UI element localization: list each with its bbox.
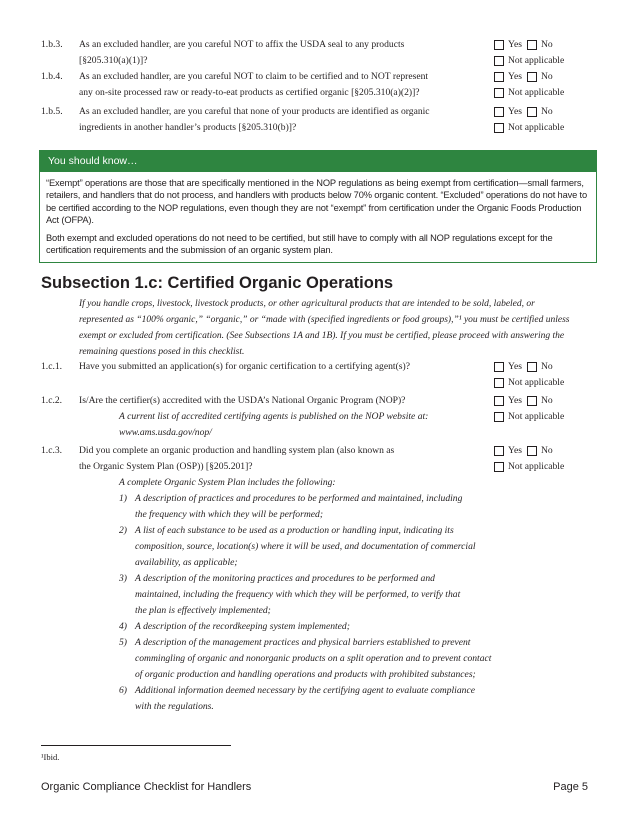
no-label: No bbox=[540, 106, 553, 117]
subsection-intro: If you handle crops, livestock, livestock products, or other agricultural products that are intended to be sold, labeled, or represented as “100% organic,” “organic,” or “made with (specified ingredients or food groups),”¹ you must be certified unless exempt or excluded from certification. (See Subsections 1A and 1B). If you must be certified, please proceed with answering the remaining questions posed in this checklist. bbox=[79, 299, 570, 357]
no-label: No bbox=[540, 395, 553, 406]
question-text bbox=[79, 443, 529, 715]
question-text: Have you submitted an application(s) for organic certification to a certifying agent(s)? bbox=[79, 361, 410, 372]
list-line: A list of each substance to be used as a production or handling input, indicating its bbox=[135, 525, 454, 536]
footnote: ¹Ibid. bbox=[41, 752, 60, 762]
nop-website-link[interactable]: www.ams.usda.gov/nop/ bbox=[119, 427, 212, 438]
question-number: 1.b.4. bbox=[41, 71, 63, 82]
list-item bbox=[119, 491, 529, 523]
question-line: Is/Are the certifier(s) accredited with the USDA’s National Organic Program (NOP)? bbox=[79, 395, 406, 406]
box-paragraph: “Exempt” operations are those that are specifically mentioned in the NOP regulations as being exempt from certification—small farmers, retailers, and handlers that do not process, and handlers with products below 70% organic content. “Excluded” operations do not have to be certified according to the NOP regulations, even though they are not “exempt” from certification under the Organic Foods Production Act (OFPA). bbox=[46, 178, 588, 226]
question-note: A current list of accredited certifying agents is published on the NOP website at: bbox=[119, 411, 429, 422]
no-checkbox[interactable] bbox=[527, 362, 537, 372]
list-line: A description of the recordkeeping system implemented; bbox=[135, 621, 350, 632]
not-applicable-checkbox[interactable] bbox=[494, 123, 504, 133]
list-line: availability, as applicable; bbox=[135, 557, 238, 568]
list-line: A description of the monitoring practices and procedures to be performed and bbox=[135, 573, 435, 584]
answer-options bbox=[494, 359, 624, 391]
question-text bbox=[79, 104, 474, 136]
footnote-divider bbox=[41, 745, 231, 746]
yes-checkbox[interactable] bbox=[494, 362, 504, 372]
question-text bbox=[79, 37, 474, 69]
question-line: As an excluded handler, are you careful NOT to claim to be certified and to NOT represent bbox=[79, 71, 429, 82]
answer-options bbox=[494, 104, 624, 136]
question-text bbox=[79, 69, 474, 101]
list-item bbox=[119, 619, 529, 635]
not-applicable-label: Not applicable bbox=[508, 377, 565, 388]
question-line: [§205.310(a)(1)]? bbox=[79, 55, 148, 66]
box-paragraph: Both exempt and excluded operations do not need to be certified, but still have to comply with all NOP regulations except for the certification requirements and the submission of an organic system plan. bbox=[46, 232, 553, 256]
list-number: 4) bbox=[119, 621, 127, 632]
list-line: the plan is effectively implemented; bbox=[135, 605, 271, 616]
question-number: 1.b.5. bbox=[41, 106, 63, 117]
no-label: No bbox=[540, 361, 553, 372]
yes-label: Yes bbox=[508, 106, 522, 117]
box-title: You should know… bbox=[40, 151, 596, 172]
no-label: No bbox=[540, 39, 553, 50]
not-applicable-checkbox[interactable] bbox=[494, 412, 504, 422]
list-line: maintained, including the frequency with which they will be performed, to verify that bbox=[135, 589, 461, 600]
answer-options bbox=[494, 37, 624, 69]
page-number: Page 5 bbox=[553, 781, 588, 793]
list-line: of organic production and handling operations and products with prohibited substances; bbox=[135, 669, 476, 680]
no-checkbox[interactable] bbox=[527, 40, 537, 50]
list-number: 5) bbox=[119, 637, 127, 648]
footer-title: Organic Compliance Checklist for Handlers bbox=[41, 781, 252, 793]
question-number: 1.c.3. bbox=[41, 445, 63, 456]
list-number: 2) bbox=[119, 525, 127, 536]
question-line: ingredients in another handler’s products [§205.310(b)]? bbox=[79, 122, 297, 133]
question-line: Did you complete an organic production and handling system plan (also known as bbox=[79, 445, 395, 456]
list-item bbox=[119, 683, 529, 715]
no-label: No bbox=[540, 445, 553, 456]
you-should-know-box bbox=[39, 150, 597, 263]
yes-label: Yes bbox=[508, 361, 522, 372]
list-item bbox=[119, 523, 529, 571]
yes-label: Yes bbox=[508, 445, 522, 456]
answer-options bbox=[494, 69, 624, 101]
no-checkbox[interactable] bbox=[527, 446, 537, 456]
no-checkbox[interactable] bbox=[527, 396, 537, 406]
not-applicable-checkbox[interactable] bbox=[494, 56, 504, 66]
yes-checkbox[interactable] bbox=[494, 72, 504, 82]
question-note: A complete Organic System Plan includes the following: bbox=[119, 477, 336, 488]
no-checkbox[interactable] bbox=[527, 72, 537, 82]
list-line: commingling of organic and nonorganic products on a split operation and to prevent contact bbox=[135, 653, 492, 664]
list-number: 6) bbox=[119, 685, 127, 696]
list-line: the frequency with which they will be performed; bbox=[135, 509, 324, 520]
yes-checkbox[interactable] bbox=[494, 40, 504, 50]
list-line: Additional information deemed necessary by the certifying agent to evaluate compliance bbox=[135, 685, 475, 696]
not-applicable-checkbox[interactable] bbox=[494, 378, 504, 388]
osp-requirements-list bbox=[119, 491, 529, 715]
not-applicable-label: Not applicable bbox=[508, 87, 565, 98]
question-line: As an excluded handler, are you careful that none of your products are identified as organic bbox=[79, 106, 430, 117]
list-line: with the regulations. bbox=[135, 701, 214, 712]
no-label: No bbox=[540, 71, 553, 82]
question-number: 1.c.2. bbox=[41, 395, 63, 406]
not-applicable-label: Not applicable bbox=[508, 461, 565, 472]
not-applicable-label: Not applicable bbox=[508, 411, 565, 422]
not-applicable-label: Not applicable bbox=[508, 55, 565, 66]
yes-label: Yes bbox=[508, 71, 522, 82]
subsection-title: Subsection 1.c: Certified Organic Operations bbox=[41, 274, 394, 292]
answer-options bbox=[494, 393, 624, 425]
yes-checkbox[interactable] bbox=[494, 396, 504, 406]
question-line: the Organic System Plan (OSP)) [§205.201]? bbox=[79, 461, 253, 472]
list-number: 1) bbox=[119, 493, 127, 504]
no-checkbox[interactable] bbox=[527, 107, 537, 117]
list-item bbox=[119, 571, 529, 619]
list-line: A description of the management practices and physical barriers established to prevent bbox=[135, 637, 471, 648]
list-line: composition, source, location(s) where it will be used, and documentation of commercial bbox=[135, 541, 476, 552]
answer-options bbox=[494, 443, 624, 475]
list-line: A description of practices and procedures to be performed and maintained, including bbox=[135, 493, 463, 504]
list-item bbox=[119, 635, 529, 683]
not-applicable-label: Not applicable bbox=[508, 122, 565, 133]
yes-label: Yes bbox=[508, 39, 522, 50]
box-body bbox=[40, 172, 596, 256]
yes-checkbox[interactable] bbox=[494, 107, 504, 117]
page-footer bbox=[41, 781, 588, 793]
question-text bbox=[79, 393, 474, 441]
question-number: 1.c.1. bbox=[41, 361, 63, 372]
list-number: 3) bbox=[119, 573, 127, 584]
question-line: As an excluded handler, are you careful NOT to affix the USDA seal to any products bbox=[79, 39, 405, 50]
not-applicable-checkbox[interactable] bbox=[494, 88, 504, 98]
yes-label: Yes bbox=[508, 395, 522, 406]
question-line: any on-site processed raw or ready-to-eat products as certified organic [§205.310(a)(2)]? bbox=[79, 87, 420, 98]
not-applicable-checkbox[interactable] bbox=[494, 462, 504, 472]
question-number: 1.b.3. bbox=[41, 39, 63, 50]
yes-checkbox[interactable] bbox=[494, 446, 504, 456]
